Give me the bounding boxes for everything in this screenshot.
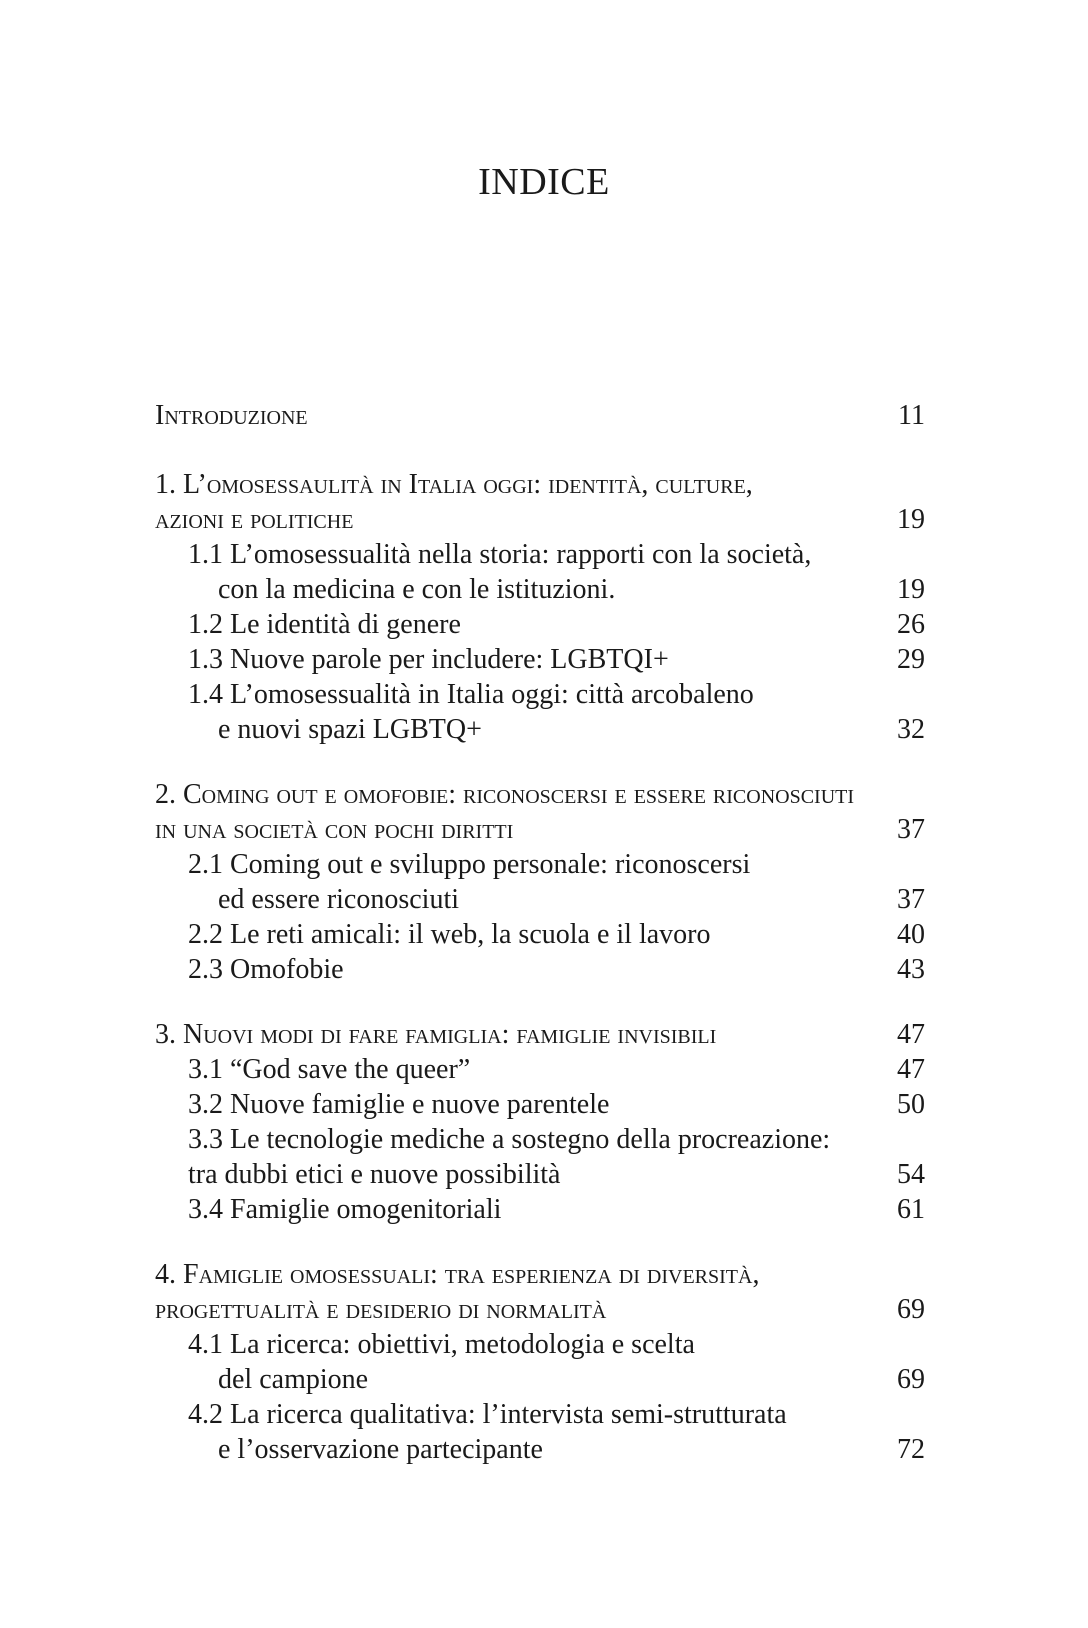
toc-chapter-2[interactable] <box>155 777 925 812</box>
toc-chapter-1-cont[interactable] <box>155 502 925 537</box>
toc-section-3-3[interactable] <box>155 1122 925 1157</box>
toc-section-2-1[interactable] <box>155 847 925 882</box>
toc-section-1-1[interactable] <box>155 537 925 572</box>
toc-section-2-2[interactable] <box>155 917 925 952</box>
toc-section-4-1[interactable] <box>155 1327 925 1362</box>
toc-chapter-1[interactable] <box>155 467 925 502</box>
toc-chapter-title: progettualità e desiderio di normalità <box>155 1294 607 1325</box>
toc-page-number: 19 <box>897 574 925 605</box>
toc-section-title: 3.4 Famiglie omogenitoriali <box>188 1194 502 1225</box>
toc-section-1-3[interactable] <box>155 642 925 677</box>
toc-chapter-title: 4. Famiglie omosessuali: tra esperienza di diversità, <box>155 1259 760 1290</box>
toc-section-4-2[interactable] <box>155 1397 925 1432</box>
toc-page-number: 47 <box>897 1019 925 1050</box>
toc-section-title: del campione <box>218 1364 369 1395</box>
toc-section-title: e l’osservazione partecipante <box>218 1434 543 1465</box>
toc-chapter-4-cont[interactable] <box>155 1292 925 1327</box>
toc-section-title: 3.3 Le tecnologie mediche a sostegno della procreazione: <box>188 1124 831 1155</box>
toc-entry-introduction[interactable] <box>155 398 925 433</box>
toc-page-number: 54 <box>897 1159 925 1190</box>
toc-section-title: 2.2 Le reti amicali: il web, la scuola e il lavoro <box>188 919 711 950</box>
toc-section-title: 3.1 “God save the queer” <box>188 1054 471 1085</box>
toc-page-number: 19 <box>897 504 925 535</box>
toc-section-1-4[interactable] <box>155 677 925 712</box>
toc-page-number: 43 <box>897 954 925 985</box>
toc-section-1-2[interactable] <box>155 607 925 642</box>
toc-section-title: 4.2 La ricerca qualitativa: l’intervista semi-strutturata <box>188 1399 787 1430</box>
toc-section-title: 4.1 La ricerca: obiettivi, metodologia e scelta <box>188 1329 695 1360</box>
toc-chapter-title: in una società con pochi diritti <box>155 814 514 845</box>
toc-page-number: 37 <box>897 814 925 845</box>
toc-section-title: tra dubbi etici e nuove possibilità <box>188 1159 561 1190</box>
toc-section-title: con la medicina e con le istituzioni. <box>218 574 616 605</box>
toc-chapter-3[interactable] <box>155 1017 925 1052</box>
toc-section-title: 2.3 Omofobie <box>188 954 344 985</box>
toc-section-title: ed essere riconosciuti <box>218 884 460 915</box>
toc-chapter-4[interactable] <box>155 1257 925 1292</box>
toc-entry-label: Introduzione <box>155 400 308 431</box>
toc-chapter-title: 1. L’omosessaulità in Italia oggi: identità, culture, <box>155 469 753 500</box>
toc-section-title: 1.4 L’omosessualità in Italia oggi: città arcobaleno <box>188 679 754 710</box>
toc-section-1-4-cont[interactable] <box>155 712 925 747</box>
toc-section-title: e nuovi spazi LGBTQ+ <box>218 714 482 745</box>
toc-page-number: 32 <box>897 714 925 745</box>
toc-chapter-title: 3. Nuovi modi di fare famiglia: famiglie invisibili <box>155 1019 717 1050</box>
toc-section-title: 2.1 Coming out e sviluppo personale: riconoscersi <box>188 849 751 880</box>
toc-section-title: 1.3 Nuove parole per includere: LGBTQI+ <box>188 644 669 675</box>
toc-section-4-1-cont[interactable] <box>155 1362 925 1397</box>
toc-section-title: 3.2 Nuove famiglie e nuove parentele <box>188 1089 610 1120</box>
toc-chapter-title: azioni e politiche <box>155 504 354 535</box>
page-title: INDICE <box>478 161 610 203</box>
toc-page-number: 26 <box>897 609 925 640</box>
toc-page-number: 50 <box>897 1089 925 1120</box>
toc-section-3-4[interactable] <box>155 1192 925 1227</box>
toc-section-3-2[interactable] <box>155 1087 925 1122</box>
toc-chapter-title: 2. Coming out e omofobie: riconoscersi e essere riconosciuti <box>155 779 855 810</box>
toc-page-number: 47 <box>897 1054 925 1085</box>
toc-page-number: 29 <box>897 644 925 675</box>
toc-section-1-1-cont[interactable] <box>155 572 925 607</box>
toc-page-number: 11 <box>898 400 925 431</box>
toc-section-4-2-cont[interactable] <box>155 1432 925 1467</box>
toc-page-number: 61 <box>897 1194 925 1225</box>
toc-section-3-1[interactable] <box>155 1052 925 1087</box>
toc-page-number: 40 <box>897 919 925 950</box>
toc-page-number: 69 <box>897 1364 925 1395</box>
table-of-contents <box>155 398 925 1467</box>
toc-chapter-2-cont[interactable] <box>155 812 925 847</box>
toc-section-title: 1.1 L’omosessualità nella storia: rapporti con la società, <box>188 539 812 570</box>
toc-section-3-3-cont[interactable] <box>155 1157 925 1192</box>
toc-section-2-1-cont[interactable] <box>155 882 925 917</box>
toc-page-number: 72 <box>897 1434 925 1465</box>
toc-section-title: 1.2 Le identità di genere <box>188 609 461 640</box>
toc-section-2-3[interactable] <box>155 952 925 987</box>
toc-page-number: 69 <box>897 1294 925 1325</box>
toc-page-number: 37 <box>897 884 925 915</box>
